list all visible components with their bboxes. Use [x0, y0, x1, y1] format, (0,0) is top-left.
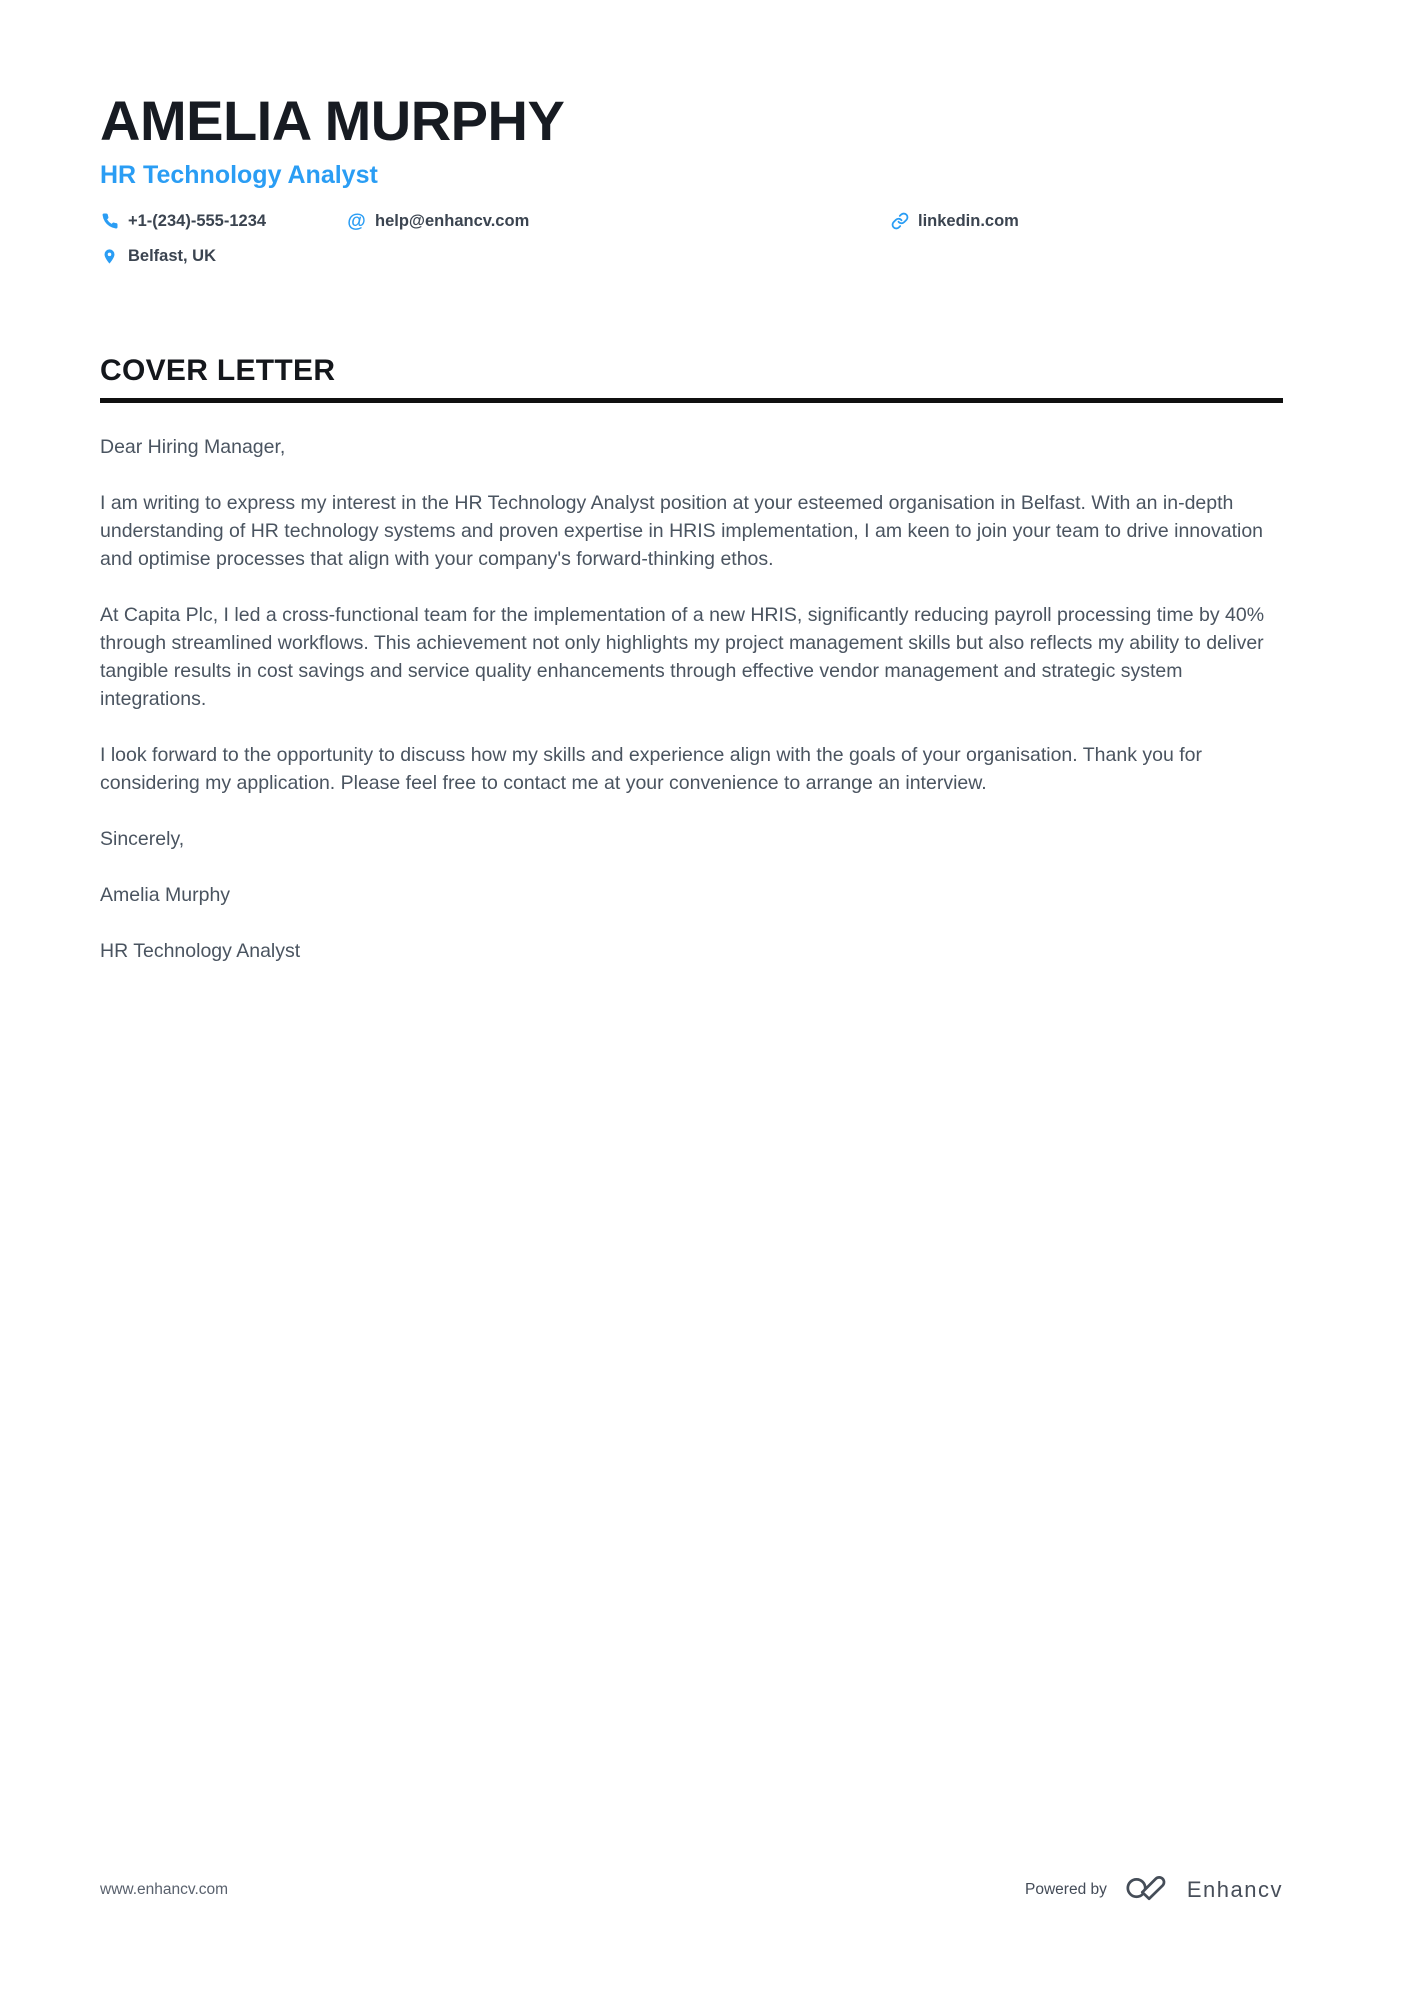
letter-salutation: Dear Hiring Manager, [100, 435, 286, 458]
link-icon [890, 212, 909, 231]
section-heading-cover-letter: COVER LETTER [100, 354, 1283, 403]
letter-closing: Sincerely, [100, 827, 185, 850]
contact-info [100, 212, 1283, 266]
page-footer [100, 1872, 1283, 1907]
at-icon: @ [347, 210, 366, 232]
contact-email-label: help@enhancv.com [375, 211, 530, 230]
person-name: AMELIA MURPHY [100, 89, 565, 152]
contact-location [100, 247, 347, 266]
letter-body [100, 433, 1283, 965]
contact-email[interactable] [347, 212, 890, 231]
letter-signature-name: Amelia Murphy [100, 883, 231, 906]
contact-linkedin[interactable] [890, 212, 1283, 231]
contact-phone[interactable] [100, 212, 347, 231]
person-job-title: HR Technology Analyst [100, 160, 378, 189]
letter-paragraph: I am writing to express my interest in the HR Technology Analyst position at your esteemed organisation in Belfast. With an in-depth understanding of HR technology systems and proven expertise in HRIS implementation, I am keen to join your team to drive innovation and optimise processes that align with your company's forward-thinking ethos. [100, 491, 1264, 570]
enhancv-wordmark[interactable]: Enhancv [1186, 1876, 1283, 1902]
letter-paragraph: I look forward to the opportunity to discuss how my skills and experience align with the goals of your organisation. Thank you for considering my application. Please feel free to contact me at your convenience to arrange an interview. [100, 743, 1202, 794]
location-icon [100, 247, 119, 266]
phone-icon [100, 212, 119, 231]
enhancv-logo-icon [1125, 1872, 1169, 1907]
footer-brand-group [1025, 1872, 1283, 1907]
contact-location-label: Belfast, UK [128, 246, 217, 265]
contact-phone-label: +1-(234)-555-1234 [128, 211, 267, 230]
footer-website-link[interactable]: www.enhancv.com [100, 1880, 229, 1898]
powered-by-label: Powered by [1025, 1880, 1107, 1898]
letter-paragraph: At Capita Plc, I led a cross-functional team for the implementation of a new HRIS, significantly reducing payroll processing time by 40% through streamlined workflows. This achievement not only highlights my project management skills but also reflects my ability to deliver tangible results in cost savings and service quality enhancements through effective vendor management and strategic system integrations. [100, 603, 1265, 710]
page-content [100, 0, 1283, 965]
letter-signature-title: HR Technology Analyst [100, 939, 301, 962]
contact-linkedin-label: linkedin.com [918, 211, 1019, 230]
